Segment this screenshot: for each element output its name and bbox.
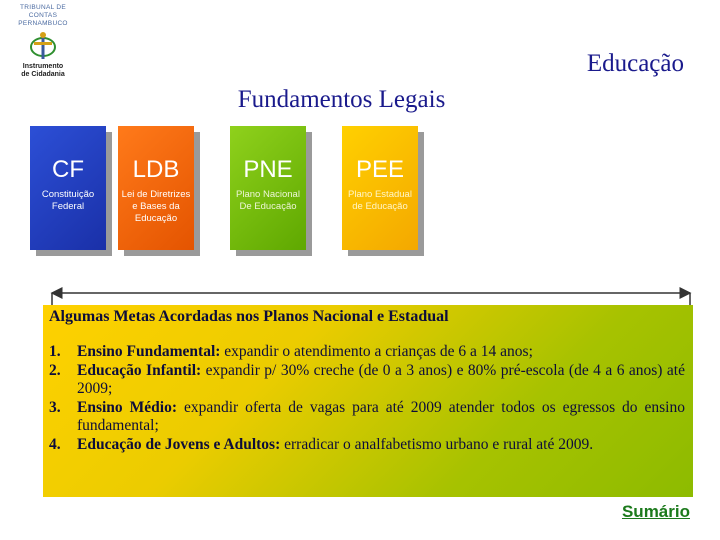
page-title: Fundamentos Legais	[237, 86, 446, 113]
item-label: Educação Infantil:	[77, 361, 202, 379]
item-label: Ensino Fundamental:	[77, 343, 221, 360]
item-number: 4.	[49, 435, 61, 453]
item-number: 1.	[49, 343, 61, 360]
sumario-link[interactable]: Sumário	[621, 502, 690, 521]
section-title: Educação	[586, 50, 684, 77]
box-desc: Plano Estadual de Educação	[348, 189, 412, 212]
item-label: Educação de Jovens e Adultos:	[77, 435, 281, 453]
item-text: expandir oferta de vagas para até 2009 atender todos os egressos do ensino fundamental;	[77, 398, 685, 434]
logo-org-line1: TRIBUNAL DE CONTAS	[19, 4, 67, 19]
logo-org-line2: PERNAMBUCO	[18, 20, 68, 27]
metas-panel	[43, 305, 693, 497]
metas-heading: Algumas Metas Acordadas nos Planos Nacional e Estadual	[49, 308, 449, 325]
box-desc: Constituição Federal	[41, 189, 95, 212]
item-number: 3.	[49, 398, 61, 416]
list-item	[49, 343, 685, 362]
item-number: 2.	[49, 361, 61, 379]
logo-motto-line1: Instrumento	[22, 63, 64, 70]
box-abbr: LDB	[132, 156, 180, 183]
box-desc: Lei de Diretrizes e Bases da Educação	[121, 189, 191, 224]
box-abbr: PNE	[243, 156, 293, 183]
box-abbr: CF	[52, 156, 84, 183]
item-text: erradicar o analfabetismo urbano e rural até 2009.	[280, 435, 594, 453]
metas-list	[49, 343, 685, 454]
list-item	[49, 399, 685, 436]
list-item	[49, 362, 685, 399]
box-abbr: PEE	[355, 156, 405, 183]
item-text: expandir o atendimento a crianças de 6 a 14 anos;	[220, 343, 533, 360]
item-label: Ensino Médio:	[77, 398, 177, 416]
box-desc: Plano Nacional De Educação	[236, 189, 300, 212]
item-text: expandir p/ 30% creche (de 0 a 3 anos) e 80% pré-escola (de 4 a 6 anos) até 2009;	[77, 361, 685, 397]
list-item	[49, 436, 685, 455]
logo-motto-line2: de Cidadania	[21, 71, 65, 78]
